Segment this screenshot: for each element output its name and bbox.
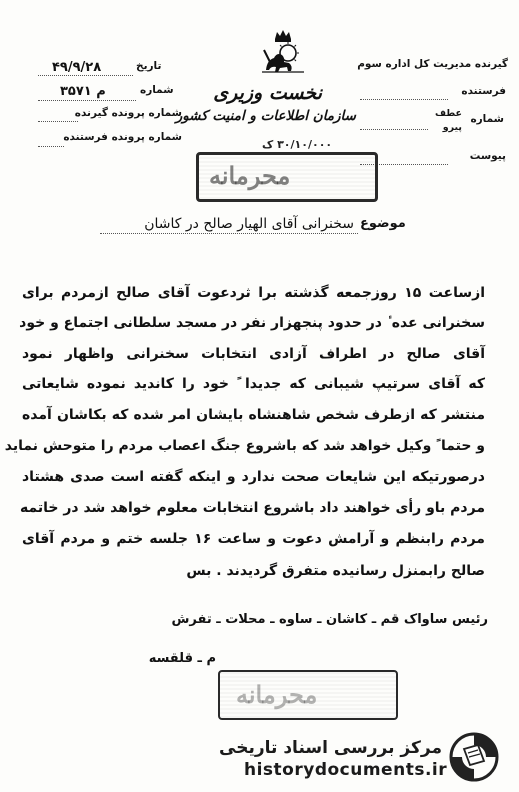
recipient-file-label: شماره پرونده گیرنده xyxy=(74,107,182,119)
date-value: ۴۹/۹/۲۸ xyxy=(52,60,102,75)
reference-label: شماره xyxy=(470,113,504,125)
body-line-9: مردم رابنظم و آرامش دعوت و ساعت ۱۶ جلسه ختم و مردم آقای xyxy=(22,531,485,547)
confidential-stamp-top xyxy=(196,152,378,202)
subject-label: موضوع xyxy=(360,216,406,231)
letterhead-title: نخست وزیری xyxy=(213,82,322,104)
reference-sub1: عطف xyxy=(434,108,462,119)
sender-file-dotted-line xyxy=(38,146,64,147)
stamp-top-small-text: ۳۰/۱۰/۰۰۰ ک xyxy=(262,138,333,151)
body-line-2: سخنرانی عده ٔ در حدود پنجهزار نفر در مسجد سلطانی اجتماع و خود xyxy=(19,315,485,331)
stamp-top-text: محرمانه xyxy=(209,161,291,190)
recipient-label: گیرنده مدیریت کل اداره سوم xyxy=(357,58,508,70)
body-line-6: و حتما ً وکیل خواهد شد که باشروع جنگ اعصاب مردم را متوحش نماید xyxy=(4,438,485,454)
body-line-5: منتشر که ازطرف شخص شاهنشاه بایشان امر شده که بکاشان آمده xyxy=(22,407,485,423)
sender-dotted-line xyxy=(360,99,448,100)
body-line-4: که آقای سرتیپ شیبانی که جدیدا ً خود را کاندید نموده شایعاتی xyxy=(22,376,485,392)
body-line-8: مردم باو رأی خواهند داد باشروع انتخابات معلوم خواهد شد در خاتمه xyxy=(19,500,485,516)
distribution-list: رئیس ساواک قم ـ کاشان ـ ساوه ـ محلات ـ تفرش xyxy=(171,612,488,627)
number-dotted-line xyxy=(38,100,136,101)
number-value: ۳۵۷۱ م xyxy=(60,84,106,99)
number-label: شماره xyxy=(140,84,174,96)
subject-text: سخنرانی آقای الهیار صالح در کاشان xyxy=(144,216,354,232)
lion-and-sun-emblem-icon xyxy=(258,28,308,76)
body-line-3: آقای صالح در اطراف آزادی انتخابات سخنرانی واظهار نمود xyxy=(22,346,485,362)
date-dotted-line xyxy=(38,75,133,76)
recipient-file-dotted-line xyxy=(38,121,78,122)
body-line-1: ازساعت ۱۵ روزجمعه گذشته برا ثردعوت آقای صالح ازمردم برای xyxy=(22,285,486,301)
reference-sub2: پیرو xyxy=(442,122,462,133)
reference-dotted-line xyxy=(360,129,428,130)
signature-text: م ـ قلقسه xyxy=(148,651,216,666)
date-label: تاریخ xyxy=(136,60,162,72)
body-line-7: درصورتیکه این شایعات صحت ندارد و اینکه گفته است صدی هشتاد xyxy=(22,469,485,485)
sender-label: فرستنده xyxy=(461,85,506,97)
history-documents-logo-icon xyxy=(446,731,502,783)
attachment-label: پیوست xyxy=(469,150,506,162)
watermark-url: historydocuments.ir xyxy=(244,760,448,780)
watermark-title: مرکز بررسی اسناد تاریخی xyxy=(219,738,442,758)
subject-dotted-line xyxy=(100,233,358,234)
stamp-bottom-text: محرمانه xyxy=(236,680,318,709)
letterhead-subtitle: سازمان اطلاعات و امنیت کشور xyxy=(175,108,356,124)
sender-file-label: شماره پرونده فرستنده xyxy=(63,131,182,143)
body-line-10: صالح رابمنزل رسانیده متفرق گردیدند . بس xyxy=(186,563,485,579)
confidential-stamp-bottom xyxy=(218,670,398,720)
